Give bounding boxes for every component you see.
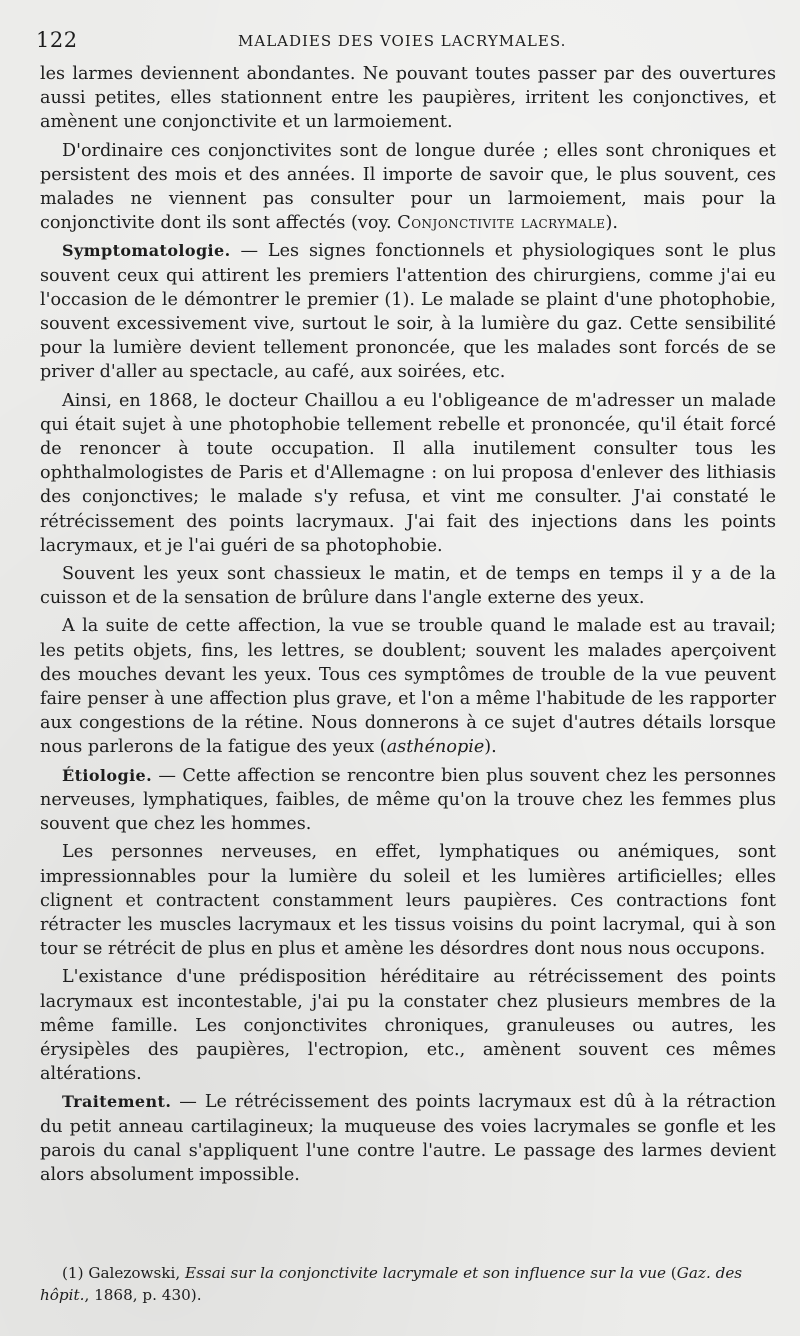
paragraph-6-text: A la suite de cette affection, la vue se trouble quand le malade est au travail; les petits objets, fins, les lettres, se doublent; souvent les malades aperçoivent des mouches devant les yeux. Tous ces symptômes de trouble de la vue peuvent faire penser à une affection plus grave, et l'on a même l'habitude de les rapporter aux congestions de la rétine. Nous donnerons à ce sujet d'autres détails lorsque nous parlerons de la fatigue des yeux: [40, 616, 776, 758]
paragraph-symptomatologie: [40, 239, 776, 384]
paragraph-6: A la suite de cette affection, la vue se trouble quand le malade est au travail; les petits objets, fins, les lettres, se doublent; souvent les malades aperçoivent des mouches devant les yeux. Tous ces symptômes de trouble de la vue peuvent faire penser à une affection plus grave, et l'on a même l'habitude de les rapporter aux congestions de la rétine. Nous donnerons à ce sujet d'autres détails lorsque nous parlerons de la fatigue des yeux (asthénopie).: [40, 616, 776, 758]
section-heading-etiologie: Étiologie.: [62, 765, 153, 785]
paragraph-7-text: — Cette affection se rencontre bien plus souvent chez les personnes nerveuses, lymphatiques, faibles, de même qu'on la trouve chez les femmes plus souvent que chez les hommes.: [40, 765, 776, 835]
running-head: [36, 28, 776, 58]
footnote-author: Galezowski,: [88, 1264, 181, 1282]
footnote-rest: , 1868, p. 430).: [84, 1286, 202, 1304]
running-title: MALADIES DES VOIES LACRYMALES.: [238, 32, 567, 50]
footnote-title: Essai sur la conjonctivite lacrymale et son influence sur la vue: [185, 1264, 666, 1282]
footnote-journal: Gaz. des hôpit.: [40, 1264, 743, 1304]
paragraph-2-text: D'ordinaire ces conjonctivites sont de longue durée ; elles sont chroniques et persistent des mois et des années. Il importe de savoir que, le plus souvent, ces malades ne viennent pas consulter pour un larmoiement, mais pour la conjonctivite dont ils sont affectés (voy.: [40, 140, 776, 234]
section-heading-symptomatologie: Symptomatologie.: [62, 241, 231, 261]
cross-reference: Conjonctivite lacrymale: [397, 213, 606, 234]
paragraph-4: Ainsi, en 1868, le docteur Chaillou a eu l'obligeance de m'adresser un malade qui était sujet à une photophobie tellement rebelle et prononcée, qu'il était forcé de renoncer à toute occupation. Il alla inutilement consulter tous les ophthalmologistes de Paris et d'Allemagne : on lui proposa d'enlever des lithiasis des conjonctives; le malade s'y refusa, et vint me consulter. J'ai constaté le rétrécissement des points lacrymaux. J'ai fait des injections dans les points lacrymaux, et je l'ai guéri de sa photophobie.: [40, 390, 776, 556]
footnote: (1) Galezowski, Essai sur la conjonctivite lacrymale et son influence sur la vue (Gaz. des hôpit., 1868, p. 430).: [40, 1264, 743, 1304]
paragraph-5: Souvent les yeux sont chassieux le matin, et de temps en temps il y a de la cuisson et de la sensation de brûlure dans l'angle externe des yeux.: [40, 564, 776, 609]
paragraph-traitement: [40, 1090, 776, 1187]
paragraph-2-end: ).: [605, 213, 618, 234]
body-text: [40, 62, 776, 1191]
asthenopie-term: asthénopie: [386, 737, 485, 758]
paragraph-10-text: — Le rétrécissement des points lacrymaux est dû à la rétraction du petit anneau cartilagineux; la muqueuse des voies lacrymales se gonfle et les parois du canal s'appliquent l'une contre l'autre. Le passage des larmes devient alors absolument impossible.: [40, 1092, 776, 1185]
paragraph-1: les larmes deviennent abondantes. Ne pouvant toutes passer par des ouvertures aussi petites, elles stationnent entre les paupières, irritent les conjonctives, et amènent une conjonctivite et un larmoiement.: [40, 64, 776, 133]
page-number: 122: [36, 28, 78, 52]
paragraph-8: Les personnes nerveuses, en effet, lymphatiques ou anémiques, sont impressionnables pour la lumière du soleil et les lumières artificielles; elles clignent et contractent constamment leurs paupières. Ces contractions font rétracter les muscles lacrymaux et les tissus voisins du point lacrymal, qui à son tour se rétrécit de plus en plus et amène les désordres dont nous nous occupons.: [40, 842, 776, 960]
section-heading-traitement: Traitement.: [62, 1092, 172, 1112]
paragraph-3-text: — Les signes fonctionnels et physiologiques sont le plus souvent ceux qui attirent les premiers l'attention des chirurgiens, comme j'ai eu l'occasion de le démontrer le premier (1). Le malade se plaint d'une photophobie, souvent excessivement vive, surtout le soir, à la lumière du gaz. Cette sensibilité pour la lumière devient tellement prononcée, que les malades sont forcés de se priver d'aller au spectacle, au café, aux soirées, etc.: [40, 241, 776, 383]
paragraph-2: [40, 139, 776, 236]
footnote-marker: (1): [62, 1264, 84, 1282]
paragraph-9: L'existance d'une prédisposition héréditaire au rétrécissement des points lacrymaux est incontestable, j'ai pu la constater chez plusieurs membres de la même famille. Les conjonctivites chroniques, granuleuses ou autres, les érysipèles des paupières, l'ectropion, etc., amènent souvent ces mêmes altérations.: [40, 967, 776, 1085]
paragraph-etiologie: [40, 764, 776, 837]
